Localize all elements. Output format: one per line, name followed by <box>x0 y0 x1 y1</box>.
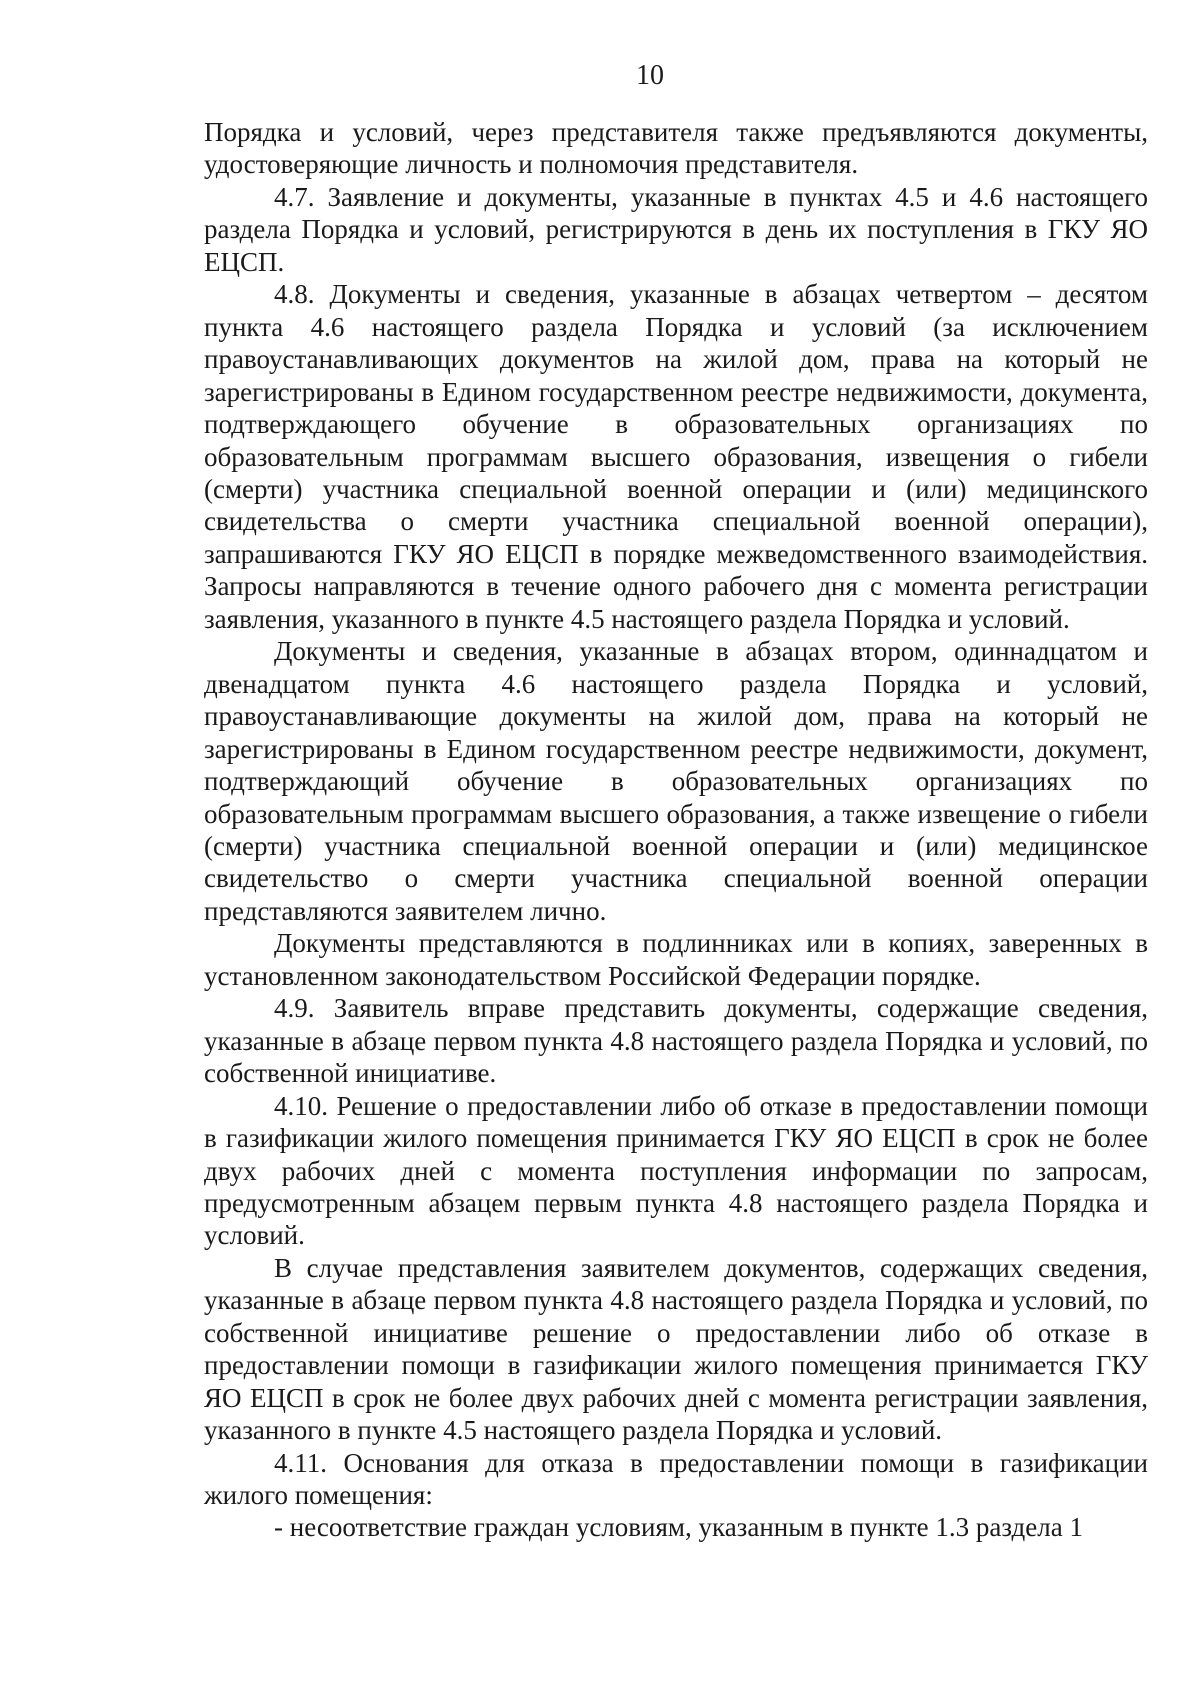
paragraph: Документы и сведения, указанные в абзацах втором, одиннадцатом и двенадцатом пункта 4.6 настоящего раздела Порядка и условий, правоустанавливающие документы на жилой дом, права на который не зарегистрированы в Едином государственном реестре недвижимости, документ, подтверждающий обучение в образовательных организациях по образовательным программам высшего образования, а также извещение о гибели (смерти) участника специальной военной операции и (или) медицинское свидетельство о смерти участника специальной военной операции представляются заявителем лично. <box>204 636 1148 926</box>
paragraph: Документы представляются в подлинниках или в копиях, заверенных в установленном законодательством Российской Федерации порядке. <box>204 928 1148 991</box>
paragraph: Порядка и условий, через представителя также предъявляются документы, удостоверяющие личность и полномочия представителя. <box>204 117 1148 180</box>
paragraph: 4.9. Заявитель вправе представить документы, содержащие сведения, указанные в абзаце первом пункта 4.8 настоящего раздела Порядка и условий, по собственной инициативе. <box>204 993 1148 1089</box>
paragraph: 4.7. Заявление и документы, указанные в пунктах 4.5 и 4.6 настоящего раздела Порядка и условий, регистрируются в день их поступления в ГКУ ЯО ЕЦСП. <box>204 181 1148 277</box>
paragraph: 4.11. Основания для отказа в предоставлении помощи в газификации жилого помещения: <box>204 1447 1148 1511</box>
document-body <box>204 116 1148 1544</box>
paragraph: 4.8. Документы и сведения, указанные в абзацах четвертом – десятом пункта 4.6 настоящего раздела Порядка и условий (за исключением правоустанавливающих документов на жилой дом, права на который не зарегистрированы в Едином государственном реестре недвижимости, документа, подтверждающего обучение в образовательных организациях по образовательным программам высшего образования, извещения о гибели (смерти) участника специальной военной операции и (или) медицинского свидетельства о смерти участника специальной военной операции), запрашиваются ГКУ ЯО ЕЦСП в порядке межведомственного взаимодействия. Запросы направляются в течение одного рабочего дня с момента регистрации заявления, указанного в пункте 4.5 настоящего раздела Порядка и условий. <box>204 279 1148 634</box>
paragraph: 4.10. Решение о предоставлении либо об отказе в предоставлении помощи в газификации жилого помещения принимается ГКУ ЯО ЕЦСП в срок не более двух рабочих дней с момента поступления информации по запросам, предусмотренным абзацем первым пункта 4.8 настоящего раздела Порядка и условий. <box>204 1090 1148 1251</box>
paragraph: В случае представления заявителем документов, содержащих сведения, указанные в абзаце первом пункта 4.8 настоящего раздела Порядка и условий, по собственной инициативе решение о предоставлении либо об отказе в предоставлении помощи в газификации жилого помещения принимается ГКУ ЯО ЕЦСП в срок не более двух рабочих дней с момента регистрации заявления, указанного в пункте 4.5 настоящего раздела Порядка и условий. <box>204 1252 1148 1446</box>
page-number: 10 <box>636 60 664 91</box>
paragraph: - несоответствие граждан условиям, указанным в пункте 1.3 раздела 1 <box>274 1512 1083 1543</box>
